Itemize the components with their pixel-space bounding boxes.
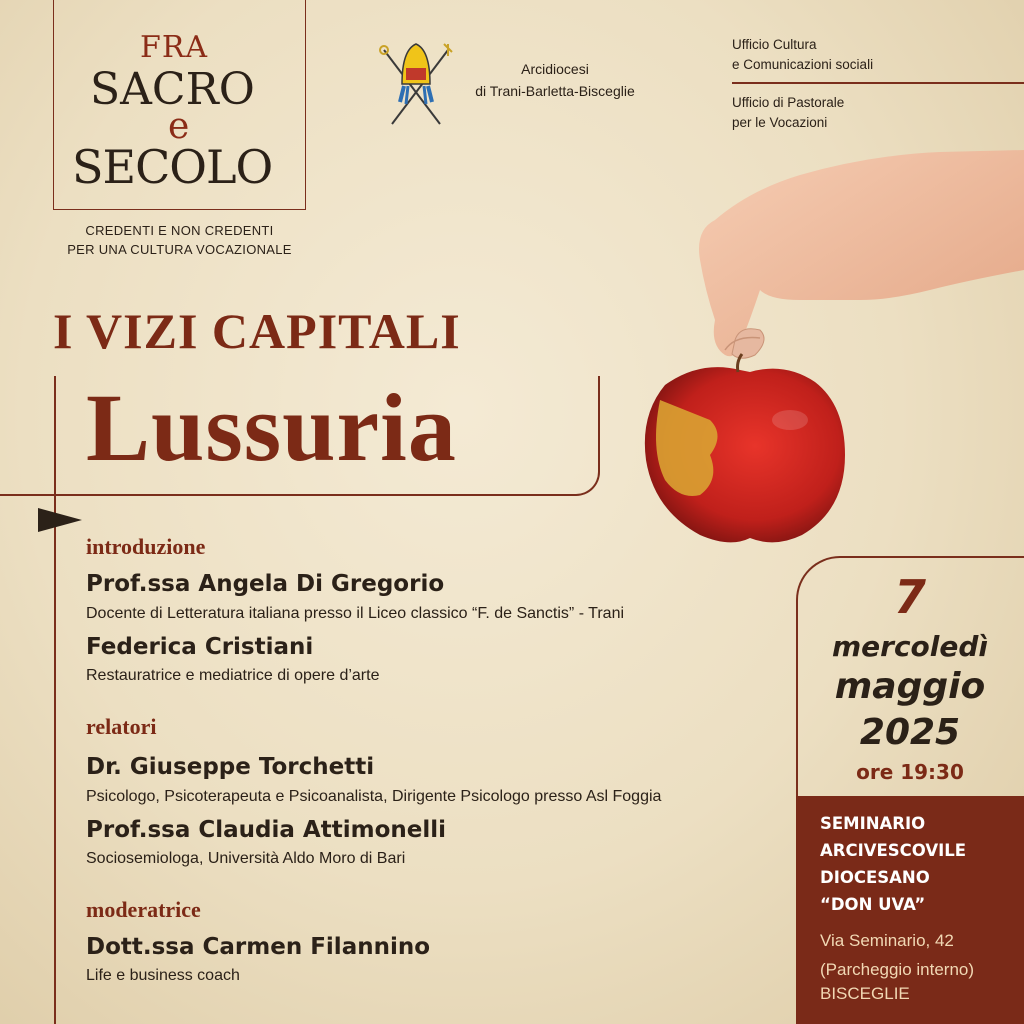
logo-tagline (53, 221, 306, 259)
office-2-line-2: per le Vocazioni (732, 115, 828, 130)
logo-e: e (168, 106, 190, 147)
intro-speaker-1-name: Prof.ssa Angela Di Gregorio (86, 571, 445, 597)
office-1-line-1: Ufficio Cultura (732, 37, 817, 52)
section-speakers-label: relatori (86, 714, 157, 739)
office-1-line-2: e Comunicazioni sociali (732, 57, 874, 72)
office-2-line-1: Ufficio di Pastorale (732, 95, 845, 110)
speaker-1-name: Dr. Giuseppe Torchetti (86, 754, 375, 780)
intro-speaker-1-role: Docente di Letteratura italiana presso il Liceo classico “F. de Sanctis” - Trani (86, 605, 625, 622)
venue-address-2: (Parcheggio interno) (820, 960, 975, 979)
office-culture (732, 35, 873, 75)
left-rule (54, 376, 56, 1024)
venue-name (820, 810, 966, 918)
diocese-line-2: di Trani-Barletta-Bisceglie (475, 83, 635, 99)
event-year: 2025 (859, 712, 961, 753)
office-divider (732, 82, 1024, 84)
hand-apple-illustration (640, 150, 1024, 550)
venue-address (820, 926, 974, 984)
venue-city: BISCEGLIE (820, 984, 910, 1003)
intro-speaker-2-role: Restauratrice e mediatrice di opere d’arte (86, 667, 380, 684)
venue-line-4: “DON UVA” (820, 895, 926, 914)
diocese-name (455, 58, 655, 102)
topic-title: Lussuria (86, 374, 457, 481)
tagline-line-2: PER UNA CULTURA VOCAZIONALE (67, 242, 292, 257)
moderator-name: Dott.ssa Carmen Filannino (86, 934, 431, 960)
pennant-arrow-icon (38, 508, 82, 532)
intro-speaker-2-name: Federica Cristiani (86, 634, 314, 660)
diocese-line-1: Arcidiocesi (521, 61, 589, 77)
event-day: 7 (893, 570, 926, 624)
logo-fra: FRA (140, 30, 209, 65)
speaker-1-role: Psicologo, Psicoterapeuta e Psicoanalista, Dirigente Psicologo presso Asl Foggia (86, 788, 662, 805)
venue-line-3: DIOCESANO (820, 868, 930, 887)
venue-line-1: SEMINARIO (820, 814, 926, 833)
event-weekday: mercoledì (831, 630, 989, 663)
logo-sacro: SACRO (90, 64, 255, 115)
moderator-role: Life e business coach (86, 967, 240, 984)
section-moderator-label: moderatrice (86, 897, 201, 922)
tagline-line-1: CREDENTI E NON CREDENTI (85, 223, 274, 238)
speaker-2-role: Sociosemiologa, Università Aldo Moro di Bari (86, 850, 406, 867)
event-time: ore 19:30 (856, 760, 964, 784)
venue-line-2: ARCIVESCOVILE (820, 841, 967, 860)
event-month: maggio (834, 666, 986, 707)
section-intro-label: introduzione (86, 534, 206, 559)
logo-secolo: SECOLO (72, 140, 273, 194)
venue-address-1: Via Seminario, 42 (820, 931, 954, 950)
office-vocations (732, 93, 844, 133)
diocese-crest-icon (378, 40, 454, 126)
series-title: I VIZI CAPITALI (53, 303, 461, 359)
speaker-2-name: Prof.ssa Claudia Attimonelli (86, 817, 446, 843)
